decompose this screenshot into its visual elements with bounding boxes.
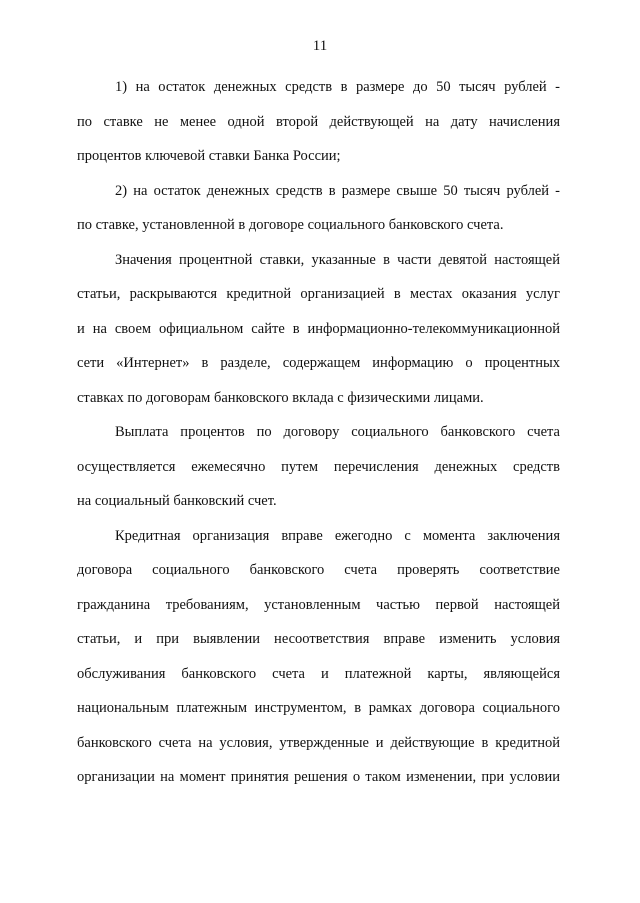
text-line: по ставке не менее одной второй действующей на дату начисления — [77, 113, 560, 130]
text-line: и на своем официальном сайте в информационно-телекоммуникационной — [77, 320, 560, 337]
text-line: сети «Интернет» в разделе, содержащем информацию о процентных — [77, 355, 560, 371]
text-line: Кредитная организация вправе ежегодно с момента заключения — [115, 527, 560, 544]
paragraph-rate-disclosure — [77, 243, 560, 416]
text-line: 2) на остаток денежных средств в размере свыше 50 тысяч рублей - — [115, 182, 560, 199]
document-body — [77, 70, 560, 795]
text-line: национальным платежным инструментом, в рамках договора социального — [77, 700, 560, 716]
text-line: организации на момент принятия решения о таком изменении, при условии — [77, 769, 560, 785]
text-line: статьи, и при выявлении несоответствия вправе изменить условия — [77, 631, 560, 647]
text-line: гражданина требованиям, установленным частью первой настоящей — [77, 596, 560, 613]
text-line: обслуживания банковского счета и платежной карты, являющейся — [77, 665, 560, 682]
text-line: договора социального банковского счета проверять соответствие — [77, 562, 560, 578]
text-line: ставках по договорам банковского вклада с физическими лицами. — [77, 389, 484, 406]
text-line: процентов ключевой ставки Банка России; — [77, 148, 341, 164]
paragraph-annual-review — [77, 519, 560, 795]
text-line: на социальный банковский счет. — [77, 493, 277, 509]
text-line: статьи, раскрываются кредитной организацией в местах оказания услуг — [77, 286, 560, 302]
paragraph-rate-up-to-50k — [77, 70, 560, 174]
text-line: по ставке, установленной в договоре социального банковского счета. — [77, 217, 504, 233]
paragraph-rate-over-50k — [77, 174, 560, 243]
paragraph-interest-payment — [77, 415, 560, 519]
text-line: Выплата процентов по договору социального банковского счета — [115, 424, 560, 440]
page-number: 11 — [312, 38, 328, 54]
text-line: банковского счета на условия, утвержденные и действующие в кредитной — [77, 734, 560, 751]
text-line: 1) на остаток денежных средств в размере до 50 тысяч рублей - — [115, 79, 560, 95]
text-line: Значения процентной ставки, указанные в части девятой настоящей — [115, 251, 560, 268]
text-line: осуществляется ежемесячно путем перечисления денежных средств — [77, 458, 560, 475]
